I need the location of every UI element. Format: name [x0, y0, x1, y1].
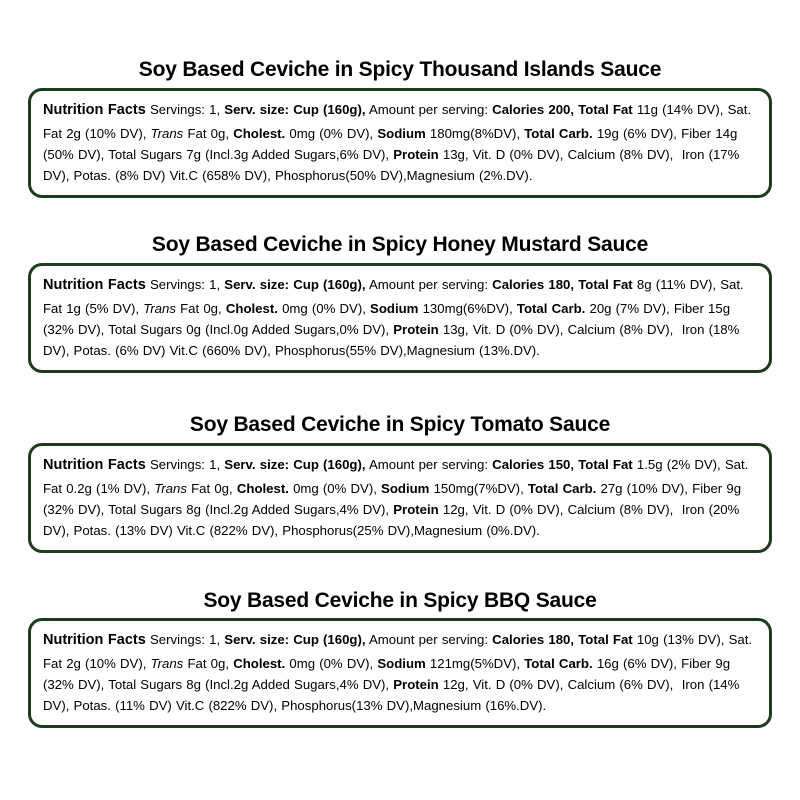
phosphorus-value: Phosphorus(55% DV),	[274, 343, 407, 359]
nutrition-facts-heading: Nutrition Facts	[43, 457, 146, 474]
total-fat-label: Total Fat	[578, 102, 633, 118]
calories-value: 180,	[548, 632, 575, 648]
saturated-fat: Sat. Fat 2g (10% DV),	[43, 102, 752, 141]
product-title: Soy Based Ceviche in Spicy Tomato Sauce	[189, 413, 611, 436]
calories-value: 180,	[548, 277, 575, 293]
nutrition-facts-text	[43, 454, 759, 542]
protein-value: 12g,	[442, 502, 469, 517]
total-carb-value: 27g (10% DV),	[600, 480, 688, 496]
nutrition-facts-box	[28, 443, 772, 553]
fiber-value: Fiber 14g (50% DV),	[43, 125, 738, 162]
product-panel	[0, 58, 800, 198]
total-fat-dv: (11% DV),	[655, 277, 717, 293]
vitamin-d-value: Vit. D (0% DV),	[472, 502, 564, 517]
protein-value: 13g,	[442, 147, 469, 162]
nutrition-facts-box	[28, 263, 772, 373]
nutrition-facts-heading: Nutrition Facts	[43, 277, 146, 294]
potassium-value: Potas. (11% DV)	[73, 698, 172, 714]
calcium-value: Calcium (6% DV),	[567, 676, 674, 692]
serving-size-value: Cup (160g),	[293, 457, 366, 473]
sodium-value: 130mg(6%DV),	[422, 300, 513, 316]
total-sugars-value: Total Sugars 0g (Incl.0g Added Sugars,0% DV),	[108, 322, 390, 337]
vitamin-c-value: Vit.C (822% DV),	[176, 523, 279, 539]
total-carb-label: Total Carb.	[516, 300, 586, 316]
trans-fat-label: Trans	[150, 655, 184, 671]
servings-value: Servings: 1,	[149, 277, 221, 293]
protein-value: 12g,	[442, 676, 469, 692]
servings-value: Servings: 1,	[149, 457, 221, 473]
cholesterol-label: Cholest.	[233, 125, 286, 141]
iron-value: Iron (17% DV),	[43, 147, 740, 184]
calories-value: 150,	[548, 457, 575, 473]
fiber-value: Fiber 9g (32% DV),	[43, 655, 731, 692]
total-fat-value: 1.5g	[636, 457, 663, 473]
vitamin-d-value: Vit. D (0% DV),	[472, 676, 564, 692]
nutrition-facts-text	[43, 629, 759, 717]
calories-label: Calories	[492, 457, 545, 473]
calcium-value: Calcium (8% DV),	[567, 502, 674, 517]
trans-fat-label: Trans	[143, 300, 176, 316]
phosphorus-value: Phosphorus(13% DV),	[281, 698, 414, 714]
calories-label: Calories	[492, 102, 545, 118]
product-title: Soy Based Ceviche in Spicy Honey Mustard Sauce	[151, 233, 649, 256]
product-title: Soy Based Ceviche in Spicy BBQ Sauce	[203, 589, 597, 612]
trans-fat-value: Fat 0g,	[187, 125, 230, 141]
fiber-value: Fiber 9g (32% DV),	[43, 480, 742, 517]
vitamin-c-value: Vit.C (658% DV),	[169, 168, 271, 184]
product-panel	[0, 413, 800, 553]
protein-label: Protein	[393, 676, 439, 692]
total-fat-dv: (2% DV),	[666, 457, 721, 473]
product-panel	[0, 590, 800, 728]
iron-value: Iron (18% DV),	[43, 322, 740, 359]
total-fat-label: Total Fat	[578, 632, 633, 648]
serving-size-label: Serv. size:	[224, 102, 290, 118]
amount-per-serving-label: Amount per serving:	[368, 277, 488, 293]
phosphorus-value: Phosphorus(50% DV),	[274, 168, 407, 184]
nutrition-facts-heading: Nutrition Facts	[43, 632, 146, 649]
serving-size-label: Serv. size:	[224, 632, 290, 648]
serving-size-label: Serv. size:	[224, 277, 290, 293]
potassium-value: Potas. (6% DV)	[73, 343, 166, 359]
magnesium-value: Magnesium (2%.DV).	[406, 168, 533, 184]
sodium-value: 121mg(5%DV),	[429, 655, 521, 671]
vitamin-c-value: Vit.C (660% DV),	[169, 343, 271, 359]
sodium-value: 150mg(7%DV),	[433, 480, 524, 496]
sodium-label: Sodium	[370, 300, 419, 316]
calories-label: Calories	[492, 632, 545, 648]
vitamin-d-value: Vit. D (0% DV),	[472, 147, 564, 162]
saturated-fat: Sat. Fat 2g (10% DV),	[43, 632, 753, 671]
total-sugars-value: Total Sugars 8g (Incl.2g Added Sugars,4% DV),	[108, 676, 390, 692]
vitamin-d-value: Vit. D (0% DV),	[472, 322, 564, 337]
total-fat-label: Total Fat	[578, 277, 633, 293]
total-fat-dv: (13% DV),	[663, 632, 725, 648]
nutrition-facts-text	[43, 99, 759, 187]
iron-value: Iron (20% DV),	[43, 502, 740, 539]
calories-value: 200,	[548, 102, 575, 118]
amount-per-serving-label: Amount per serving:	[368, 632, 488, 648]
total-carb-label: Total Carb.	[524, 125, 593, 141]
magnesium-value: Magnesium (16%.DV).	[413, 698, 547, 714]
sodium-label: Sodium	[381, 480, 430, 496]
total-sugars-value: Total Sugars 7g (Incl.3g Added Sugars,6% DV),	[108, 147, 390, 162]
protein-label: Protein	[393, 147, 439, 162]
serving-size-value: Cup (160g),	[293, 277, 366, 293]
total-carb-value: 16g (6% DV),	[596, 655, 677, 671]
protein-value: 13g,	[442, 322, 469, 337]
trans-fat-label: Trans	[154, 480, 187, 496]
fiber-value: Fiber 15g (32% DV),	[43, 300, 731, 337]
serving-size-value: Cup (160g),	[293, 102, 366, 118]
product-panel	[0, 233, 800, 373]
trans-fat-value: Fat 0g,	[180, 300, 222, 316]
trans-fat-value: Fat 0g,	[191, 480, 233, 496]
protein-label: Protein	[393, 502, 439, 517]
serving-size-label: Serv. size:	[224, 457, 290, 473]
total-fat-value: 11g	[636, 102, 658, 118]
cholesterol-label: Cholest.	[233, 655, 286, 671]
nutrition-facts-text	[43, 274, 759, 362]
total-carb-label: Total Carb.	[524, 655, 593, 671]
protein-label: Protein	[393, 322, 439, 337]
magnesium-value: Magnesium (0%.DV).	[414, 523, 540, 539]
iron-value: Iron (14% DV),	[43, 676, 740, 714]
sodium-label: Sodium	[377, 655, 426, 671]
total-carb-label: Total Carb.	[527, 480, 597, 496]
saturated-fat: Sat. Fat 0.2g (1% DV),	[43, 457, 749, 496]
nutrition-facts-box	[28, 88, 772, 198]
total-sugars-value: Total Sugars 8g (Incl.2g Added Sugars,4% DV),	[108, 502, 390, 517]
cholesterol-value: 0mg (0% DV),	[293, 480, 377, 496]
cholesterol-value: 0mg (0% DV),	[282, 300, 366, 316]
nutrition-facts-box	[28, 618, 772, 728]
cholesterol-label: Cholest.	[236, 480, 289, 496]
nutrition-facts-heading: Nutrition Facts	[43, 102, 146, 119]
total-fat-value: 10g	[636, 632, 659, 648]
total-carb-value: 20g (7% DV),	[589, 300, 670, 316]
magnesium-value: Magnesium (13%.DV).	[406, 343, 540, 359]
calcium-value: Calcium (8% DV),	[567, 322, 674, 337]
cholesterol-value: 0mg (0% DV),	[289, 655, 374, 671]
servings-value: Servings: 1,	[149, 102, 221, 118]
saturated-fat: Sat. Fat 1g (5% DV),	[43, 277, 744, 316]
sodium-label: Sodium	[377, 125, 426, 141]
calcium-value: Calcium (8% DV),	[567, 147, 674, 162]
amount-per-serving-label: Amount per serving:	[368, 102, 488, 118]
trans-fat-value: Fat 0g,	[187, 655, 230, 671]
phosphorus-value: Phosphorus(25% DV),	[282, 523, 414, 539]
total-fat-dv: (14% DV),	[662, 102, 724, 118]
total-carb-value: 19g (6% DV),	[596, 125, 677, 141]
potassium-value: Potas. (13% DV)	[73, 523, 173, 539]
serving-size-value: Cup (160g),	[293, 632, 366, 648]
vitamin-c-value: Vit.C (822% DV),	[175, 698, 278, 714]
cholesterol-label: Cholest.	[225, 300, 278, 316]
trans-fat-label: Trans	[150, 125, 184, 141]
product-title: Soy Based Ceviche in Spicy Thousand Islands Sauce	[138, 58, 662, 81]
calories-label: Calories	[492, 277, 545, 293]
total-fat-value: 8g	[636, 277, 652, 293]
potassium-value: Potas. (8% DV)	[73, 168, 166, 184]
total-fat-label: Total Fat	[578, 457, 633, 473]
servings-value: Servings: 1,	[149, 632, 221, 648]
amount-per-serving-label: Amount per serving:	[368, 457, 488, 473]
sodium-value: 180mg(8%DV),	[429, 125, 521, 141]
cholesterol-value: 0mg (0% DV),	[289, 125, 374, 141]
